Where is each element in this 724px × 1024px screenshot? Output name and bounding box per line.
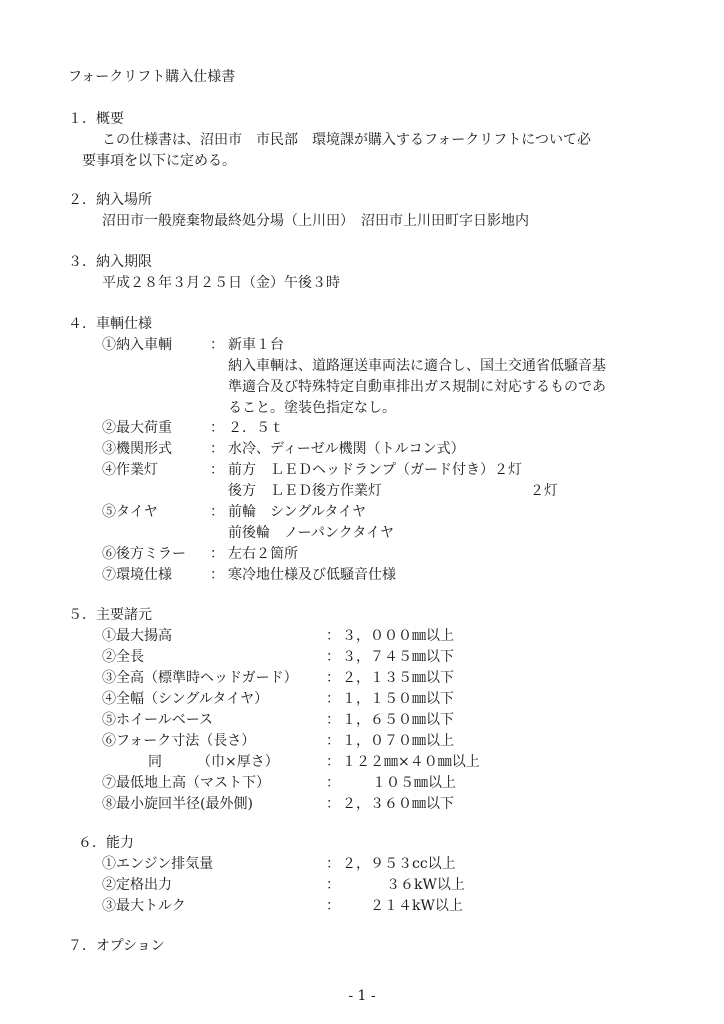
- spec-value: 寒冷地仕様及び低騒音仕様: [228, 567, 396, 583]
- dimension-label: ⑤ホイールベース: [102, 712, 214, 728]
- dimension-label: 同 （巾×厚さ）: [148, 754, 279, 770]
- dimension-separator: ：: [326, 796, 340, 812]
- dimension-separator: ：: [326, 670, 340, 686]
- spec-value: 準適合及び特殊特定自動車排出ガス規制に対応するものであ: [228, 379, 606, 395]
- dimension-label: ①最大揚高: [102, 628, 172, 644]
- spec-value: 水冷、ディーゼル機関（トルコン式）: [228, 441, 465, 457]
- section-3-heading: ３．納入期限: [68, 254, 152, 270]
- section-1-text-2: 要事項を以下に定める。: [82, 153, 236, 169]
- dimension-value: ２，３６０㎜以下: [342, 796, 454, 812]
- dimension-value: １，０７０㎜以上: [342, 733, 454, 749]
- dimension-value: １，６５０㎜以下: [342, 712, 454, 728]
- page-number: - 1 -: [348, 988, 376, 1004]
- dimension-label: ⑦最低地上高（マスト下）: [102, 775, 270, 791]
- spec-label: ④作業灯: [102, 462, 158, 478]
- dimension-label: ③全高（標準時ヘッドガード）: [102, 670, 298, 686]
- section-2-heading: ２．納入場所: [68, 192, 152, 208]
- capacity-value: ２，９５３cc以上: [342, 856, 456, 872]
- dimension-separator: ：: [326, 649, 340, 665]
- section-5-heading: ５．主要諸元: [68, 607, 152, 623]
- section-7-heading: ７．オプション: [68, 938, 165, 954]
- dimension-value: １２２㎜×４０㎜以上: [342, 754, 480, 770]
- spec-value: 前方 ＬＥＤヘッドランプ（ガード付き）２灯: [228, 462, 522, 478]
- capacity-separator: ：: [326, 877, 340, 893]
- spec-label: ①納入車輌: [102, 337, 172, 353]
- spec-separator: ：: [210, 337, 224, 353]
- spec-value: 新車１台: [228, 337, 284, 353]
- capacity-label: ③最大トルク: [102, 898, 186, 914]
- spec-value: 後方 ＬＥＤ後方作業灯: [228, 483, 382, 499]
- dimension-value: ３，７４５㎜以下: [342, 649, 454, 665]
- section-2-text: 沼田市一般廃棄物最終処分場（上川田） 沼田市上川田町字日影地内: [102, 213, 529, 229]
- capacity-label: ②定格出力: [102, 877, 172, 893]
- section-4-heading: ４．車輌仕様: [68, 316, 152, 332]
- section-1-text-1: この仕様書は、沼田市 市民部 環境課が購入するフォークリフトについて必: [102, 132, 592, 148]
- section-6-heading: ６．能力: [78, 835, 134, 851]
- spec-label: ②最大荷重: [102, 420, 172, 436]
- document-title: フォークリフト購入仕様書: [68, 69, 236, 85]
- capacity-value: ３６kW以上: [386, 877, 465, 893]
- spec-separator: ：: [210, 567, 224, 583]
- spec-separator: ：: [210, 420, 224, 436]
- dimension-separator: ：: [326, 691, 340, 707]
- spec-value: ること。塗装色指定なし。: [228, 400, 396, 416]
- dimension-separator: ：: [326, 775, 340, 791]
- spec-label: ⑦環境仕様: [102, 567, 172, 583]
- dimension-separator: ：: [326, 733, 340, 749]
- spec-separator: ：: [210, 504, 224, 520]
- capacity-separator: ：: [326, 856, 340, 872]
- dimension-value: １０５㎜以上: [372, 775, 456, 791]
- capacity-separator: ：: [326, 898, 340, 914]
- dimension-separator: ：: [326, 754, 340, 770]
- spec-label: ⑥後方ミラー: [102, 546, 186, 562]
- capacity-value: ２１４kW以上: [370, 898, 463, 914]
- dimension-separator: ：: [326, 628, 340, 644]
- spec-value: 前後輪 ノーパンクタイヤ: [228, 525, 395, 541]
- dimension-label: ⑥フォーク寸法（長さ）: [102, 733, 256, 749]
- dimension-value: ２，１３５㎜以下: [342, 670, 454, 686]
- dimension-label: ④全幅（シングルタイヤ）: [102, 691, 269, 707]
- spec-value: 左右２箇所: [228, 546, 298, 562]
- spec-value: ２灯: [530, 483, 558, 499]
- dimension-value: ３，０００㎜以上: [342, 628, 454, 644]
- capacity-label: ①エンジン排気量: [102, 856, 214, 872]
- spec-label: ③機関形式: [102, 441, 172, 457]
- section-1-heading: １．概要: [68, 111, 124, 127]
- spec-value: ２．５ｔ: [228, 420, 284, 436]
- dimension-separator: ：: [326, 712, 340, 728]
- dimension-label: ②全長: [102, 649, 144, 665]
- spec-separator: ：: [210, 546, 224, 562]
- spec-value: 納入車輌は、道路運送車両法に適合し、国土交通省低騒音基: [228, 358, 606, 374]
- dimension-value: １，１５０㎜以下: [342, 691, 454, 707]
- spec-label: ⑤タイヤ: [102, 504, 158, 520]
- section-3-text: 平成２８年３月２５日（金）午後３時: [102, 275, 340, 291]
- dimension-label: ⑧最小旋回半径(最外側): [102, 796, 253, 812]
- spec-separator: ：: [210, 441, 224, 457]
- spec-value: 前輪 シングルタイヤ: [228, 504, 367, 520]
- spec-separator: ：: [210, 462, 224, 478]
